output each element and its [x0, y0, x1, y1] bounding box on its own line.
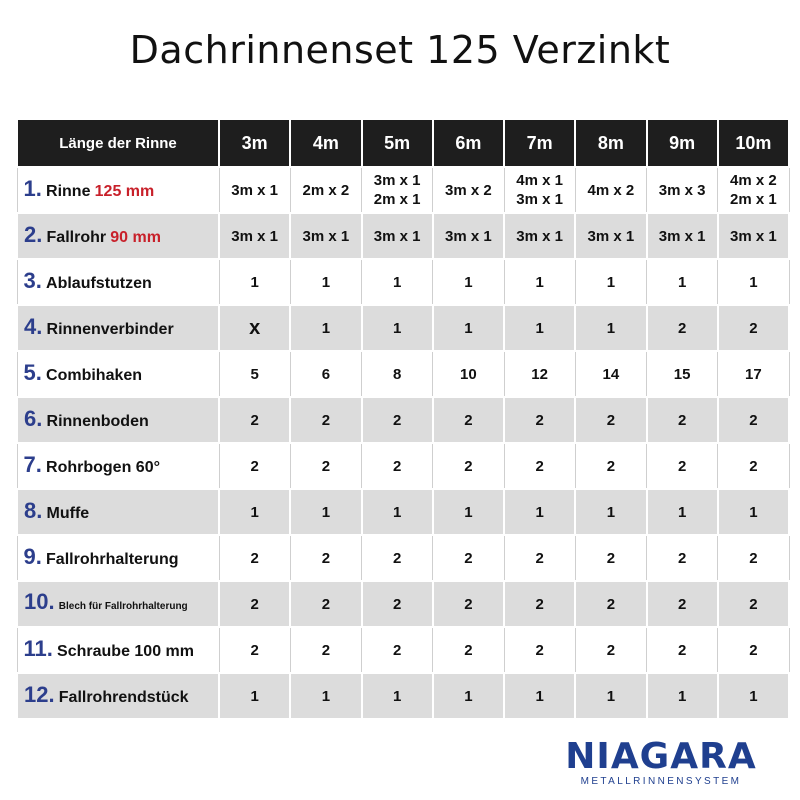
quantity-cell — [718, 581, 789, 627]
quantity-cell — [433, 397, 504, 443]
item-spec: 125 mm — [94, 183, 155, 200]
item-label — [17, 627, 219, 673]
quantity-value: 4m x 1 — [516, 172, 563, 189]
quantity-value: 2 — [321, 641, 331, 659]
quantity-cell — [219, 351, 290, 397]
quantity-value: 2 — [321, 411, 331, 429]
quantity-value: 1 — [464, 273, 473, 291]
quantity-value: 2 — [250, 457, 259, 475]
quantity-value: 3m x 1 — [516, 191, 563, 208]
header-length-10m: 10m — [718, 120, 789, 167]
quantity-cell — [647, 673, 718, 719]
quantity-value: 2 — [749, 595, 758, 613]
quantity-cell — [362, 535, 433, 581]
item-number: 10. — [24, 589, 55, 614]
item-name: Fallrohr — [46, 229, 107, 246]
item-number: 5. — [23, 360, 42, 385]
quantity-cell — [290, 673, 361, 719]
quantity-cell — [362, 259, 433, 305]
quantity-value: 1 — [535, 503, 544, 521]
quantity-value: 2 — [606, 641, 616, 659]
quantity-value: 12 — [531, 365, 548, 383]
item-label — [17, 581, 219, 627]
item-label — [17, 397, 219, 443]
quantity-cell — [433, 443, 504, 489]
quantity-value: 2 — [392, 549, 402, 567]
quantity-value: 1 — [392, 319, 402, 337]
item-label — [17, 535, 219, 581]
quantity-value: 2 — [749, 457, 758, 475]
quantity-value: 2 — [250, 411, 259, 429]
quantity-value: 2 — [392, 595, 402, 613]
quantity-value: 2m x 1 — [730, 191, 777, 208]
quantity-value: 2 — [250, 641, 259, 659]
quantity-cell — [362, 397, 433, 443]
header-length-5m: 5m — [362, 120, 433, 167]
quantity-cell — [433, 213, 504, 259]
quantity-value: 2 — [677, 595, 687, 613]
quantity-cell — [219, 673, 290, 719]
quantity-value: 1 — [535, 687, 544, 705]
item-name: Rinnenboden — [46, 413, 149, 430]
quantity-cell — [575, 489, 646, 535]
quantity-cell — [647, 627, 718, 673]
quantity-cell — [219, 259, 290, 305]
quantity-value: 1 — [392, 687, 402, 705]
item-number: 1. — [23, 176, 42, 201]
quantity-value: 3m x 1 — [373, 227, 421, 245]
item-label — [17, 213, 219, 259]
quantity-cell — [290, 351, 361, 397]
quantity-value: 2 — [392, 457, 402, 475]
quantity-value: 3m x 1 — [302, 227, 350, 245]
quantity-value: 1 — [392, 503, 402, 521]
quantity-cell — [433, 673, 504, 719]
table-row — [17, 305, 789, 351]
item-number: 7. — [23, 452, 42, 477]
quantity-value: 3m x 2 — [445, 181, 492, 199]
item-label — [17, 351, 219, 397]
quantity-cell — [575, 535, 646, 581]
quantity-cell — [575, 167, 646, 213]
quantity-cell — [647, 167, 718, 213]
quantity-value: 1 — [606, 273, 616, 291]
quantity-cell — [718, 305, 789, 351]
header-length-8m: 8m — [575, 120, 646, 167]
header-length-6m: 6m — [433, 120, 504, 167]
quantity-value: 1 — [606, 503, 616, 521]
quantity-cell — [575, 259, 646, 305]
quantity-value: 4m x 2 — [587, 181, 635, 199]
quantity-cell — [362, 167, 433, 213]
quantity-cell — [219, 167, 290, 213]
table-row — [17, 581, 789, 627]
quantity-cell — [290, 167, 361, 213]
quantity-value: 17 — [745, 365, 762, 383]
quantity-cell — [647, 397, 718, 443]
table-row — [17, 397, 789, 443]
item-name: Rohrbogen 60° — [46, 459, 160, 476]
quantity-value: 2 — [464, 457, 473, 475]
item-name: Rinne — [46, 183, 91, 200]
quantity-value: 3m x 1 — [730, 227, 777, 245]
quantity-value: 1 — [749, 273, 758, 291]
quantity-value: 1 — [464, 687, 473, 705]
quantity-cell — [647, 259, 718, 305]
quantity-value: 2 — [392, 411, 402, 429]
quantity-cell — [290, 581, 361, 627]
quantity-cell — [362, 351, 433, 397]
quantity-value: 2 — [677, 319, 687, 337]
quantity-cell — [504, 627, 575, 673]
quantity-cell — [433, 305, 504, 351]
quantity-value: 2 — [250, 549, 259, 567]
quantity-value: 2 — [321, 457, 331, 475]
quantity-cell — [290, 443, 361, 489]
quantity-cell — [504, 167, 575, 213]
quantity-value: 1 — [677, 687, 687, 705]
quantity-cell — [504, 581, 575, 627]
item-name: Fallrohrendstück — [58, 689, 189, 706]
quantity-cell — [362, 627, 433, 673]
quantity-cell — [647, 305, 718, 351]
item-number: 2. — [24, 222, 43, 247]
quantity-cell — [362, 489, 433, 535]
quantity-cell — [433, 627, 504, 673]
item-number: 8. — [24, 498, 43, 523]
quantity-cell — [575, 673, 646, 719]
item-name: Fallrohrhalterung — [46, 551, 179, 568]
quantity-value: 2 — [749, 549, 758, 567]
quantity-value: 2 — [392, 641, 402, 659]
quantity-value: 1 — [321, 503, 331, 521]
quantity-cell — [504, 535, 575, 581]
quantity-cell — [362, 443, 433, 489]
quantity-value: 3m x 1 — [373, 172, 421, 189]
quantity-cell — [647, 581, 718, 627]
quantity-value: 2 — [749, 411, 758, 429]
quantity-value: 1 — [250, 273, 259, 291]
quantity-value: 1 — [677, 273, 687, 291]
table-row — [17, 213, 789, 259]
header-length-3m: 3m — [219, 120, 290, 167]
quantity-cell — [504, 213, 575, 259]
quantity-value: 2 — [606, 411, 616, 429]
quantity-value: 3m x 1 — [445, 227, 492, 245]
quantity-cell — [718, 167, 789, 213]
item-name: Combihaken — [46, 367, 143, 384]
quantity-cell — [718, 489, 789, 535]
header-length-9m: 9m — [647, 120, 718, 167]
quantity-value: 1 — [464, 319, 473, 337]
niagara-logo — [554, 738, 768, 788]
quantity-value: 1 — [321, 319, 331, 337]
quantity-cell — [647, 535, 718, 581]
quantity-cell — [362, 673, 433, 719]
quantity-value: 2m x 2 — [302, 181, 350, 199]
item-name: Muffe — [46, 505, 90, 522]
item-name: Rinnenverbinder — [46, 321, 174, 338]
quantity-value: 2 — [535, 457, 544, 475]
item-label — [17, 167, 219, 213]
quantity-cell — [433, 167, 504, 213]
quantity-cell — [718, 673, 789, 719]
quantity-cell — [575, 351, 646, 397]
quantity-value: 1 — [749, 503, 758, 521]
quantity-value: 1 — [392, 273, 402, 291]
quantity-cell — [504, 443, 575, 489]
quantity-cell — [718, 443, 789, 489]
quantity-cell — [433, 489, 504, 535]
quantity-cell — [290, 489, 361, 535]
item-spec: 90 mm — [110, 229, 161, 246]
quantity-cell — [433, 581, 504, 627]
quantity-cell — [718, 259, 789, 305]
quantity-value: 2 — [677, 411, 687, 429]
quantity-value: 2 — [321, 595, 331, 613]
quantity-value: 3m x 3 — [658, 181, 706, 199]
quantity-cell — [219, 213, 290, 259]
quantity-value: 2 — [606, 595, 616, 613]
quantity-value: 1 — [250, 503, 259, 521]
item-number: 4. — [24, 314, 43, 339]
quantity-value: 2 — [464, 641, 473, 659]
quantity-value: 2 — [464, 595, 473, 613]
item-number: 3. — [23, 268, 42, 293]
table-row — [17, 167, 789, 213]
item-label — [17, 673, 219, 719]
quantity-cell — [362, 213, 433, 259]
quantity-value: 2m x 1 — [373, 191, 421, 208]
quantity-cell — [433, 535, 504, 581]
quantity-cell — [219, 443, 290, 489]
quantity-value: 1 — [606, 319, 616, 337]
item-number: 6. — [24, 406, 43, 431]
item-label — [17, 259, 219, 305]
item-label — [17, 489, 219, 535]
quantity-cell — [504, 259, 575, 305]
quantity-cell — [290, 305, 361, 351]
quantity-cell — [219, 627, 290, 673]
quantity-value: x — [249, 316, 261, 339]
table-row — [17, 259, 789, 305]
quantity-value: 1 — [321, 687, 331, 705]
item-number: 9. — [23, 544, 42, 569]
quantity-cell — [718, 213, 789, 259]
quantity-value: 10 — [460, 365, 477, 383]
quantity-value: 2 — [535, 595, 544, 613]
quantity-value: 3m x 1 — [658, 227, 706, 245]
quantity-value: 2 — [677, 457, 687, 475]
quantity-value: 1 — [535, 273, 544, 291]
quantity-cell — [575, 213, 646, 259]
header-label: Länge der Rinne — [17, 120, 219, 167]
quantity-cell — [718, 535, 789, 581]
quantity-value: 1 — [606, 687, 616, 705]
header-length-7m: 7m — [504, 120, 575, 167]
quantity-value: 1 — [535, 319, 544, 337]
quantity-cell — [647, 443, 718, 489]
quantity-value: 6 — [321, 365, 331, 383]
quantity-value: 3m x 1 — [231, 181, 278, 199]
table-row — [17, 535, 789, 581]
item-label — [17, 443, 219, 489]
quantity-cell — [575, 627, 646, 673]
quantity-cell — [290, 627, 361, 673]
quantity-value: 1 — [464, 503, 473, 521]
quantity-value: 1 — [749, 687, 758, 705]
quantity-value: 2 — [321, 549, 331, 567]
quantity-cell — [504, 489, 575, 535]
quantity-cell — [362, 581, 433, 627]
item-name: Ablaufstutzen — [46, 275, 152, 292]
quantity-value: 1 — [677, 503, 687, 521]
quantity-value: 3m x 1 — [587, 227, 635, 245]
logo-brand: NIAGARA — [565, 736, 757, 777]
quantity-value: 1 — [321, 273, 331, 291]
quantity-cell — [575, 581, 646, 627]
quantity-cell — [647, 489, 718, 535]
table-body — [17, 167, 789, 719]
quantity-value: 2 — [749, 319, 758, 337]
item-name: Schraube 100 mm — [57, 643, 194, 660]
quantity-cell — [718, 351, 789, 397]
quantity-value: 8 — [392, 365, 402, 383]
quantity-cell — [219, 489, 290, 535]
quantity-cell — [718, 397, 789, 443]
quantity-cell — [647, 213, 718, 259]
quantity-value: 2 — [535, 641, 544, 659]
item-name: Blech für Fallrohrhalterung — [58, 601, 188, 612]
page-title: Dachrinnenset 125 Verzinkt — [129, 28, 671, 72]
quantity-cell — [575, 397, 646, 443]
quantity-value: 2 — [535, 411, 544, 429]
item-label — [17, 305, 219, 351]
quantity-cell — [504, 673, 575, 719]
quantity-cell — [290, 397, 361, 443]
quantity-cell — [647, 351, 718, 397]
quantity-cell — [504, 397, 575, 443]
item-number: 11. — [23, 636, 53, 661]
quantity-cell — [575, 443, 646, 489]
quantity-cell — [362, 305, 433, 351]
logo-tagline: METALLRINNENSYSTEM — [580, 776, 742, 787]
quantity-cell — [219, 397, 290, 443]
quantity-value: 5 — [250, 365, 259, 383]
item-number: 12. — [24, 682, 55, 707]
quantity-cell — [575, 305, 646, 351]
quantity-cell — [504, 305, 575, 351]
quantity-cell — [219, 535, 290, 581]
parts-table — [16, 120, 790, 720]
quantity-value: 3m x 1 — [231, 227, 278, 245]
quantity-cell — [433, 351, 504, 397]
quantity-value: 4m x 2 — [730, 172, 777, 189]
quantity-value: 14 — [602, 365, 620, 383]
table-row — [17, 627, 789, 673]
quantity-value: 2 — [250, 595, 259, 613]
quantity-value: 2 — [464, 549, 473, 567]
table-row — [17, 489, 789, 535]
table-row — [17, 443, 789, 489]
header-length-4m: 4m — [290, 120, 361, 167]
quantity-value: 2 — [677, 549, 687, 567]
quantity-value: 2 — [606, 549, 616, 567]
quantity-cell — [219, 581, 290, 627]
quantity-value: 2 — [677, 641, 687, 659]
quantity-value: 2 — [464, 411, 473, 429]
quantity-cell — [504, 351, 575, 397]
quantity-value: 15 — [673, 365, 691, 383]
quantity-cell — [219, 305, 290, 351]
quantity-value: 2 — [749, 641, 758, 659]
quantity-value: 2 — [535, 549, 544, 567]
quantity-cell — [718, 627, 789, 673]
table-row — [17, 673, 789, 719]
quantity-value: 3m x 1 — [516, 227, 563, 245]
quantity-value: 2 — [606, 457, 616, 475]
table-header-row — [17, 120, 789, 167]
quantity-cell — [290, 259, 361, 305]
quantity-cell — [433, 259, 504, 305]
quantity-cell — [290, 535, 361, 581]
quantity-value: 1 — [250, 687, 259, 705]
table-row — [17, 351, 789, 397]
quantity-cell — [290, 213, 361, 259]
